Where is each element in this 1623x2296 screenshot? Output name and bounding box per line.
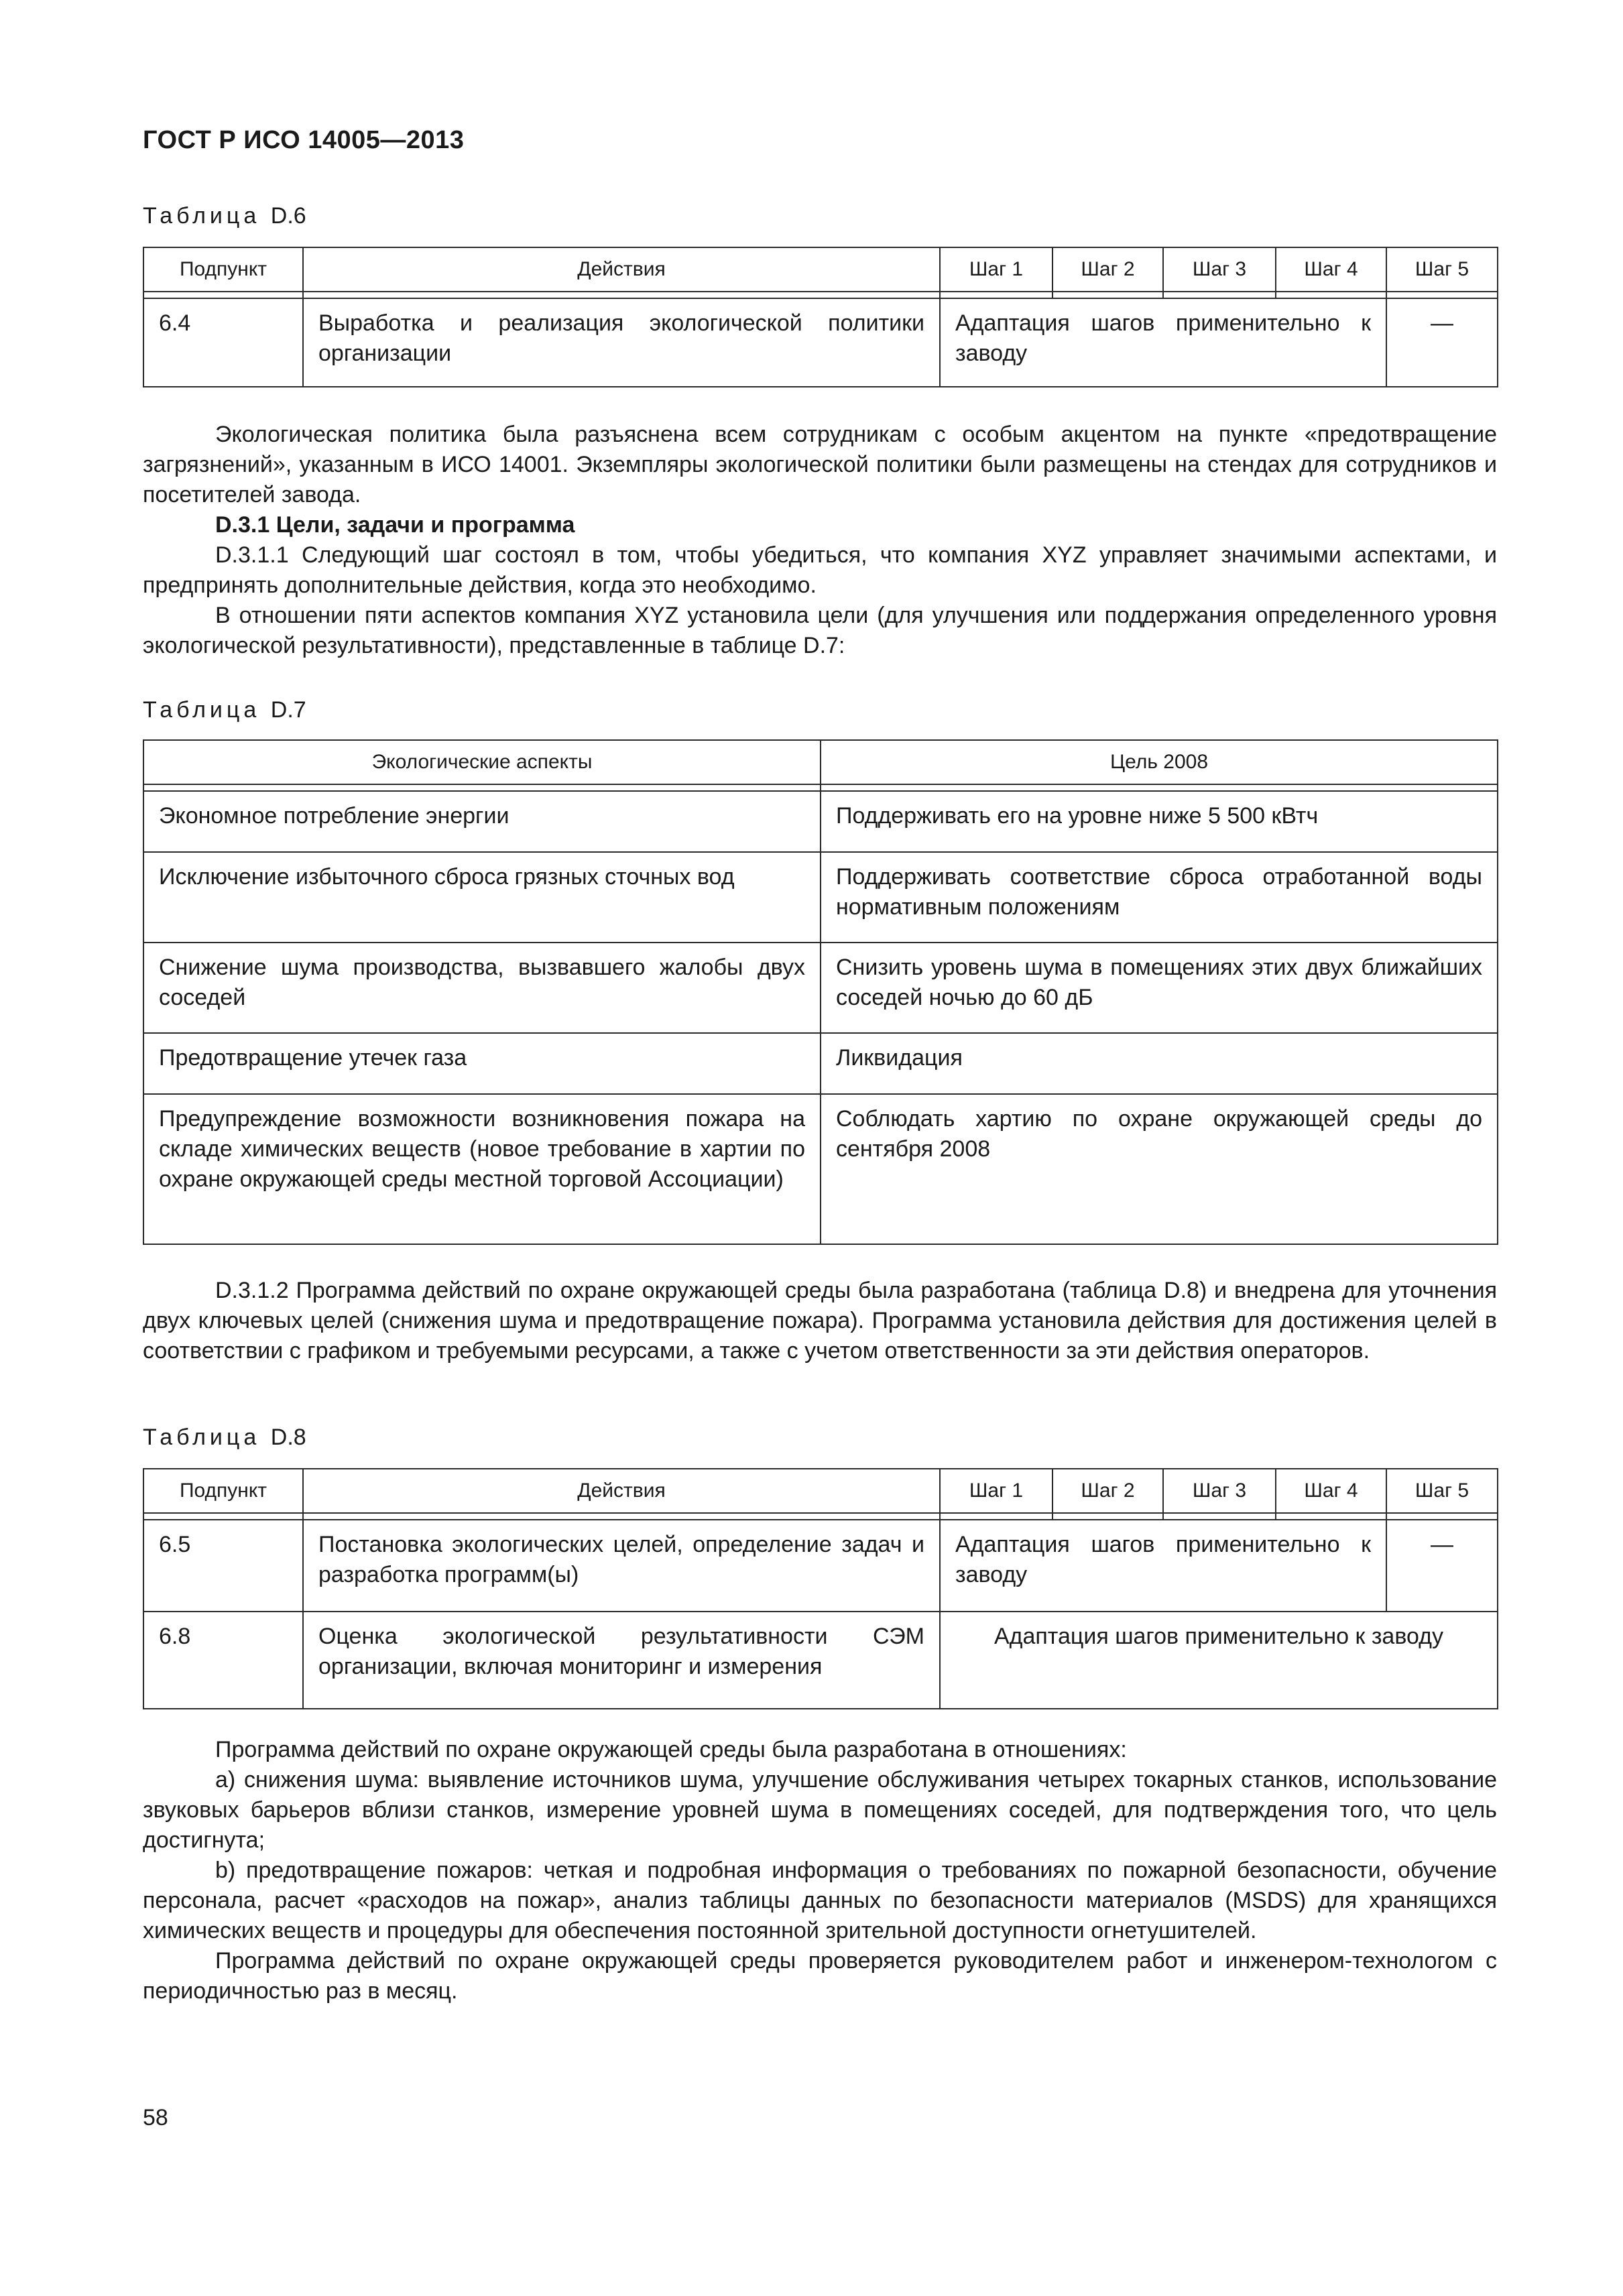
paragraph: Программа действий по охране окружающей среды проверяется руководителем работ и инженером-технологом с периодичностью раз в месяц. — [143, 1948, 1497, 2004]
list-item: a) снижения шума: выявление источников шума, улучшение обслуживания четырех токарных станков, использование звуковых барьеров вблизи станков, измерение уровней шума в помещениях соседей, для подтверждения того, что цель достигнута; — [143, 1767, 1497, 1853]
paragraph: В отношении пяти аспектов компания XYZ установила цели (для улучшения или поддержания определенного уровня экологической результативности), представленные в таблице D.7: — [143, 603, 1497, 658]
cell-goal: Поддерживать его на уровне ниже 5 500 кВтч — [836, 803, 1319, 829]
caption-word: Таблица — [143, 697, 261, 723]
cell-aspect: Снижение шума производства, вызвавшего жалобы двух соседей — [159, 955, 805, 1010]
header-step-1: Шаг 1 — [940, 247, 1053, 292]
page-number: 58 — [143, 2105, 168, 2130]
text-block-2 — [143, 1276, 1497, 1366]
paragraph: Программа действий по охране окружающей среды была разработана в отношениях: — [215, 1737, 1127, 1762]
cell-steps: Адаптация шагов применительно к заводу — [994, 1624, 1444, 1649]
text-block-1 — [143, 420, 1497, 661]
cell-step5: — — [1431, 1532, 1453, 1557]
header-step-5: Шаг 5 — [1386, 247, 1498, 292]
table-header-row — [143, 740, 1498, 784]
table-d8-caption — [143, 1425, 306, 1451]
list-item: b) предотвращение пожаров: четкая и подробная информация о требованиях по пожарной безопасности, обучение персонала, расчет «расходов на пожар», анализ таблицы данных по безопасности материалов (MSDS) для хранящихся химических веществ и процедуры для обеспечения постоянной зрительной доступности огнетушителей. — [143, 1858, 1497, 1943]
table-header-row — [143, 1469, 1498, 1513]
table-row — [143, 943, 1498, 1033]
table-d7-caption — [143, 697, 306, 723]
caption-number: D.7 — [270, 697, 306, 723]
header-actions: Действия — [303, 247, 940, 292]
table-d6-caption — [143, 203, 306, 229]
table-row — [143, 852, 1498, 943]
table-row — [143, 1520, 1498, 1612]
cell-subitem: 6.4 — [159, 310, 191, 336]
header-step-2: Шаг 2 — [1053, 247, 1163, 292]
cell-aspect: Предупреждение возможности возникновения пожара на складе химических веществ (новое требование в хартии по охране окружающей среды местной торговой Ассоциации) — [159, 1106, 805, 1192]
table-header-row — [143, 247, 1498, 292]
table-d8 — [143, 1468, 1498, 1709]
cell-action: Оценка экологической результативности СЭМ организации, включая мониторинг и измерения — [318, 1624, 924, 1679]
table-row — [143, 1033, 1498, 1094]
header-step-1: Шаг 1 — [940, 1469, 1053, 1513]
paragraph: D.3.1.1 Следующий шаг состоял в том, чтобы убедиться, что компания XYZ управляет значимыми аспектами, и предпринять дополнительные действия, когда это необходимо. — [143, 542, 1497, 598]
text-block-3 — [143, 1735, 1497, 2006]
caption-word: Таблица — [143, 1425, 261, 1450]
cell-action: Постановка экологических целей, определение задач и разработка программ(ы) — [318, 1532, 924, 1587]
table-row — [143, 1094, 1498, 1244]
paragraph: D.3.1.2 Программа действий по охране окружающей среды была разработана (таблица D.8) и внедрена для уточнения двух ключевых целей (снижения шума и предотвращение пожара). Программа установила действия для достижения целей в соответствии с графиком и требуемыми ресурсами, а также с учетом ответственности за эти действия операторов. — [143, 1278, 1497, 1364]
cell-goal: Поддерживать соответствие сброса отработанной воды нормативным положениям — [836, 864, 1482, 920]
table-d7 — [143, 739, 1498, 1245]
header-step-4: Шаг 4 — [1276, 247, 1386, 292]
cell-goal: Ликвидация — [836, 1045, 963, 1071]
table-row — [143, 1612, 1498, 1709]
cell-goal: Соблюдать хартию по охране окружающей среды до сентября 2008 — [836, 1106, 1482, 1162]
cell-subitem: 6.5 — [159, 1532, 191, 1557]
paragraph: Экологическая политика была разъяснена всем сотрудникам с особым акцентом на пункте «предотвращение загрязнений», указанным в ИСО 14001. Экземпляры экологической политики были размещены на стендах для сотрудников и посетителей завода. — [143, 422, 1497, 507]
caption-word: Таблица — [143, 203, 261, 229]
caption-number: D.8 — [270, 1425, 306, 1450]
standard-header: ГОСТ Р ИСО 14005—2013 — [143, 126, 465, 154]
cell-goal: Снизить уровень шума в помещениях этих двух ближайших соседей ночью до 60 дБ — [836, 955, 1482, 1010]
cell-action: Выработка и реализация экологической политики организации — [318, 310, 924, 366]
header-step-2: Шаг 2 — [1053, 1469, 1163, 1513]
header-actions: Действия — [303, 1469, 940, 1513]
table-row — [143, 791, 1498, 852]
header-aspects: Экологические аспекты — [143, 740, 821, 784]
header-step-4: Шаг 4 — [1276, 1469, 1386, 1513]
header-subitem: Подпункт — [143, 247, 303, 292]
table-d6 — [143, 247, 1498, 387]
header-step-5: Шаг 5 — [1386, 1469, 1498, 1513]
header-step-3: Шаг 3 — [1163, 1469, 1276, 1513]
cell-aspect: Экономное потребление энергии — [159, 803, 509, 829]
cell-steps: Адаптация шагов применительно к заводу — [955, 1532, 1371, 1587]
cell-step5: — — [1431, 310, 1453, 336]
cell-aspect: Предотвращение утечек газа — [159, 1045, 467, 1071]
cell-steps: Адаптация шагов применительно к заводу — [955, 310, 1371, 366]
header-goal: Цель 2008 — [821, 740, 1498, 784]
cell-subitem: 6.8 — [159, 1624, 191, 1649]
header-subitem: Подпункт — [143, 1469, 303, 1513]
header-step-3: Шаг 3 — [1163, 247, 1276, 292]
cell-aspect: Исключение избыточного сброса грязных сточных вод — [159, 864, 735, 890]
caption-number: D.6 — [270, 203, 306, 229]
section-heading: D.3.1 Цели, задачи и программа — [215, 512, 575, 538]
table-row — [143, 298, 1498, 387]
